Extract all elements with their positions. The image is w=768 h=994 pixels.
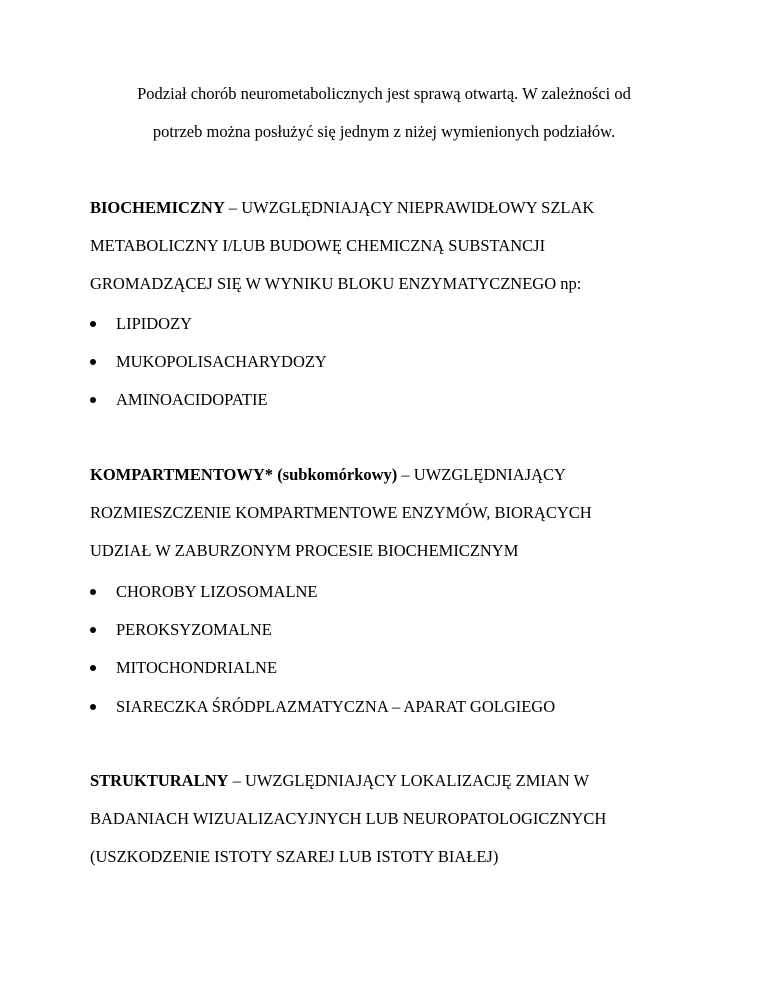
section-desc: – UWZGLĘDNIAJĄCY <box>397 465 566 484</box>
section-biochemiczny-heading <box>90 200 594 217</box>
bullet-icon <box>90 665 96 671</box>
intro-line-1: Podział chorób neurometabolicznych jest sprawą otwartą. W zależności od <box>137 84 631 103</box>
section-desc-line: METABOLICZNY I/LUB BUDOWĘ CHEMICZNĄ SUBSTANCJI <box>90 236 546 255</box>
bullet-icon <box>90 704 96 710</box>
section-strukturalny-heading <box>90 773 589 790</box>
section-kompartmentowy-heading <box>90 467 566 484</box>
section-title: KOMPARTMENTOWY* <box>90 465 274 484</box>
section-title: BIOCHEMICZNY <box>90 198 225 217</box>
document-page: Podział chorób neurometabolicznych jest sprawą otwartą. W zależności od potrzeb można posłużyć się jednym z niżej wymienionych podziałów. BIOCHEMICZNY – UWZGLĘDNIAJĄCY NIEPRAWIDŁOWY SZLAK METABOLICZNY I/LUB BUDOWĘ CHEMICZNĄ SUBSTANCJI GROMADZĄCEJ SIĘ W WYNIKU BLOKU ENZYMATYCZNEGO np: LIPIDOZY MUKOPOLISACHARYDOZY AMINOACIDOPATIE KOMPARTMENTOWY* (subkomórkowy) – UWZGLĘDNIAJĄCY ROZMIESZCZENIE KOMPARTMENTOWE ENZYMÓW, BIORĄCYCH UDZIAŁ W ZABURZONYM PROCESIE BIOCHEMICZNYM CHOROBY LIZOSOMALNE PEROKSYZOMALNE MITOCHONDRIALNE SIARECZKA ŚRÓDPLAZMATYCZNA – APARAT GOLGIEGO STRUKTURALNY – UWZGLĘDNIAJĄCY LOKALIZACJĘ ZMIAN W BADANIACH WIZUALIZACYJNYCH LUB NEUROPATOLOGICZNYCH (USZKODZENIE ISTOTY SZAREJ LUB ISTOTY BIAŁEJ) <box>0 0 768 994</box>
section-desc-line: (USZKODZENIE ISTOTY SZAREJ LUB ISTOTY BIAŁEJ) <box>90 847 499 866</box>
section-desc-line: UDZIAŁ W ZABURZONYM PROCESIE BIOCHEMICZNYM <box>90 541 519 560</box>
intro-line-2: potrzeb można posłużyć się jednym z niżej wymienionych podziałów. <box>152 122 616 141</box>
section-title: STRUKTURALNY <box>90 771 229 790</box>
bullet-icon <box>90 397 96 403</box>
section-desc: – UWZGLĘDNIAJĄCY LOKALIZACJĘ ZMIAN W <box>228 771 590 790</box>
section-desc-line: BADANIACH WIZUALIZACYJNYCH LUB NEUROPATOLOGICZNYCH <box>90 809 607 828</box>
bullet-icon <box>90 359 96 365</box>
bullet-icon <box>90 627 96 633</box>
bullet-icon <box>90 321 96 327</box>
section-subtitle: (subkomórkowy) <box>273 465 398 484</box>
section-desc-line: GROMADZĄCEJ SIĘ W WYNIKU BLOKU ENZYMATYCZNEGO np: <box>90 274 582 293</box>
section-desc: – UWZGLĘDNIAJĄCY NIEPRAWIDŁOWY SZLAK <box>224 198 595 217</box>
bullet-icon <box>90 589 96 595</box>
section-desc-line: ROZMIESZCZENIE KOMPARTMENTOWE ENZYMÓW, BIORĄCYCH <box>90 503 592 522</box>
